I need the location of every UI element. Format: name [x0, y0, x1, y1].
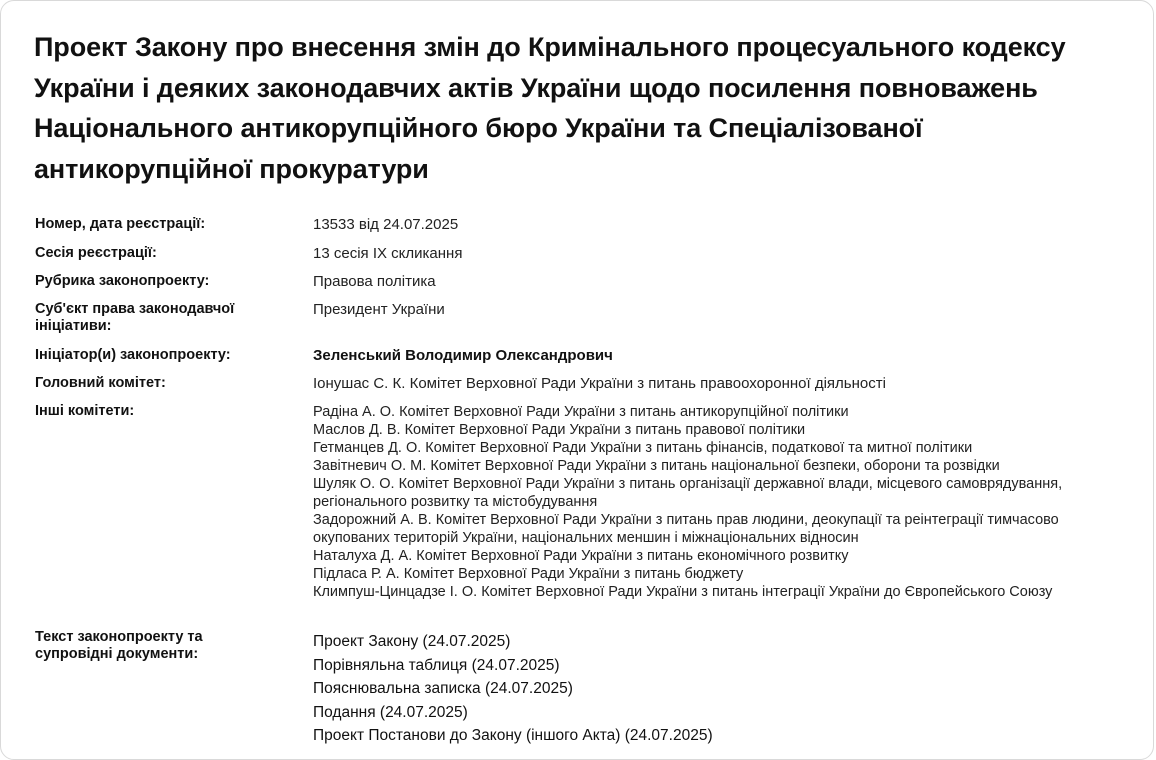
committee-item: Радіна А. О. Комітет Верховної Ради України з питань антикорупційної політики [313, 404, 849, 420]
subject-value: Президент України [313, 301, 445, 318]
session-label: Сесія реєстрації: [35, 245, 157, 261]
documents-list [313, 630, 1133, 748]
session-value: 13 сесія IX скликання [313, 245, 463, 262]
documents-label: Текст законопроекту та супровідні документи: [35, 629, 203, 662]
document-link-explanatory-note[interactable]: Пояснювальна записка (24.07.2025) [313, 680, 573, 697]
document-link-draft-resolution[interactable]: Проект Постанови до Закону (іншого Акта) (24.07.2025) [313, 727, 713, 744]
committee-item: Завітневич О. М. Комітет Верховної Ради України з питань національної безпеки, оборони та розвідки [313, 458, 1000, 474]
main-committee-label: Головний комітет: [35, 375, 166, 391]
subject-label: Суб'єкт права законодавчої ініціативи: [35, 301, 235, 334]
document-link-draft-law[interactable]: Проект Закону (24.07.2025) [313, 633, 511, 650]
committee-item: Гетманцев Д. О. Комітет Верховної Ради України з питань фінансів, податкової та митної політики [313, 440, 973, 456]
committee-item: Шуляк О. О. Комітет Верховної Ради України з питань організації державної влади, місцевого самоврядування, регіонального розвитку та містобудування [313, 476, 1063, 510]
committee-item: Маслов Д. В. Комітет Верховної Ради України з питань правової політики [313, 422, 806, 438]
initiator-value: Зеленський Володимир Олександрович [313, 347, 613, 364]
other-committees-list [313, 403, 1133, 601]
registration-label: Номер, дата реєстрації: [35, 216, 206, 232]
committee-item: Задорожний А. В. Комітет Верховної Ради України з питань прав людини, деокупації та реінтеграції тимчасово окупованих територій України, національних меншин і міжнаціональних відносин [313, 512, 1059, 546]
committee-item: Наталуха Д. А. Комітет Верховної Ради України з питань економічного розвитку [313, 548, 849, 564]
committee-item: Климпуш-Цинцадзе І. О. Комітет Верховної Ради України з питань інтеграції України до Європейського Союзу [313, 584, 1053, 600]
other-committees-label: Інші комітети: [35, 403, 135, 419]
document-link-submission[interactable]: Подання (24.07.2025) [313, 703, 468, 721]
registration-value: 13533 від 24.07.2025 [313, 216, 459, 233]
committee-item: Підласа Р. А. Комітет Верховної Ради України з питань бюджету [313, 566, 744, 582]
rubric-label: Рубрика законопроекту: [35, 273, 210, 289]
initiator-label: Ініціатор(и) законопроекту: [35, 347, 231, 363]
document-link-comparison-table[interactable]: Порівняльна таблиця (24.07.2025) [313, 656, 560, 674]
bill-title: Проект Закону про внесення змін до Кримінального процесуального кодексу України і деяких законодавчих актів України щодо посилення повноважень Національного антикорупційного бюро України та Спеціалізованої антикорупційної прокуратури [34, 32, 1066, 184]
main-committee-value: Іонушас С. К. Комітет Верховної Ради України з питань правоохоронної діяльності [313, 375, 886, 392]
rubric-value: Правова політика [313, 273, 436, 290]
